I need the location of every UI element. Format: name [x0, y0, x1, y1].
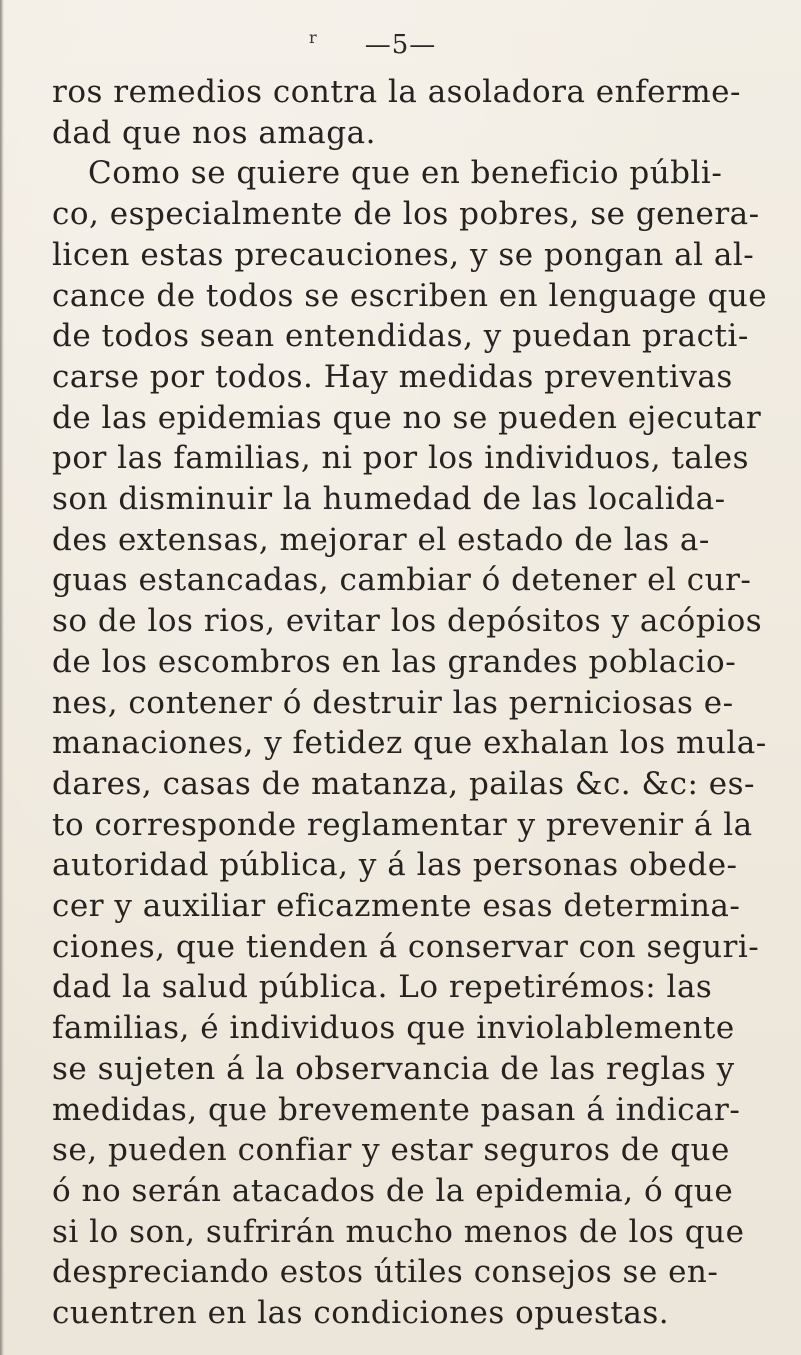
text-line: familias, é individuos que inviolablemente [52, 1010, 735, 1047]
text-line: ros remedios contra la asoladora enferme- [52, 74, 741, 110]
text-line: autoridad pública, y á las personas obede- [52, 847, 738, 884]
text-line: licen estas precauciones, y se pongan al al- [52, 236, 755, 273]
corner-mark: r [309, 28, 317, 47]
page-edge-shadow [0, 0, 4, 1355]
body-text [52, 72, 782, 1334]
text-line: por las familias, ni por los individuos, tales [52, 440, 750, 477]
text-line: co, especialmente de los pobres, se genera- [52, 196, 760, 233]
text-line: dad que nos amaga. [52, 114, 376, 151]
text-line: manaciones, y fetidez que exhalan los mula- [52, 725, 767, 762]
text-line: se sujeten á la observancia de las reglas y [52, 1050, 735, 1087]
text-line: de todos sean entendidas, y puedan practi- [52, 318, 749, 355]
text-line: se, pueden confiar y estar seguros de que [52, 1132, 730, 1169]
text-line: cance de todos se escriben en lenguage que [52, 277, 768, 314]
text-line: guas estancadas, cambiar ó detener el cur- [52, 562, 752, 599]
text-line: dad la salud pública. Lo repetirémos: las [52, 969, 713, 1006]
paragraph-first-line: Como se quiere que en beneficio públi- [88, 155, 723, 192]
text-line: si lo son, sufrirán mucho menos de los que [52, 1213, 745, 1250]
text-line: cer y auxiliar eficazmente esas determina- [52, 888, 741, 925]
text-line: ciones, que tienden á conservar con seguri- [52, 928, 760, 965]
text-line: to corresponde reglamentar y prevenir á la [52, 806, 753, 843]
text-line: de los escombros en las grandes poblacio- [52, 643, 737, 680]
text-line: despreciando estos útiles consejos se en- [52, 1254, 719, 1291]
text-line: son disminuir la humedad de las localida- [52, 481, 726, 518]
text-line: carse por todos. Hay medidas preventivas [52, 358, 733, 395]
text-line: de las epidemias que no se pueden ejecutar [52, 399, 762, 436]
text-line: cuentren en las condiciones opuestas. [52, 1295, 670, 1332]
text-line: nes, contener ó destruir las perniciosas e- [52, 684, 734, 721]
text-line: des extensas, mejorar el estado de las a- [52, 521, 710, 558]
page-number: —5— [364, 30, 437, 60]
text-line: ó no serán atacados de la epidemia, ó que [52, 1172, 734, 1209]
text-line: medidas, que brevemente pasan á indicar- [52, 1091, 741, 1128]
text-line: so de los rios, evitar los depósitos y acópios [52, 603, 763, 640]
text-line: dares, casas de matanza, pailas &c. &c: es- [52, 765, 756, 802]
